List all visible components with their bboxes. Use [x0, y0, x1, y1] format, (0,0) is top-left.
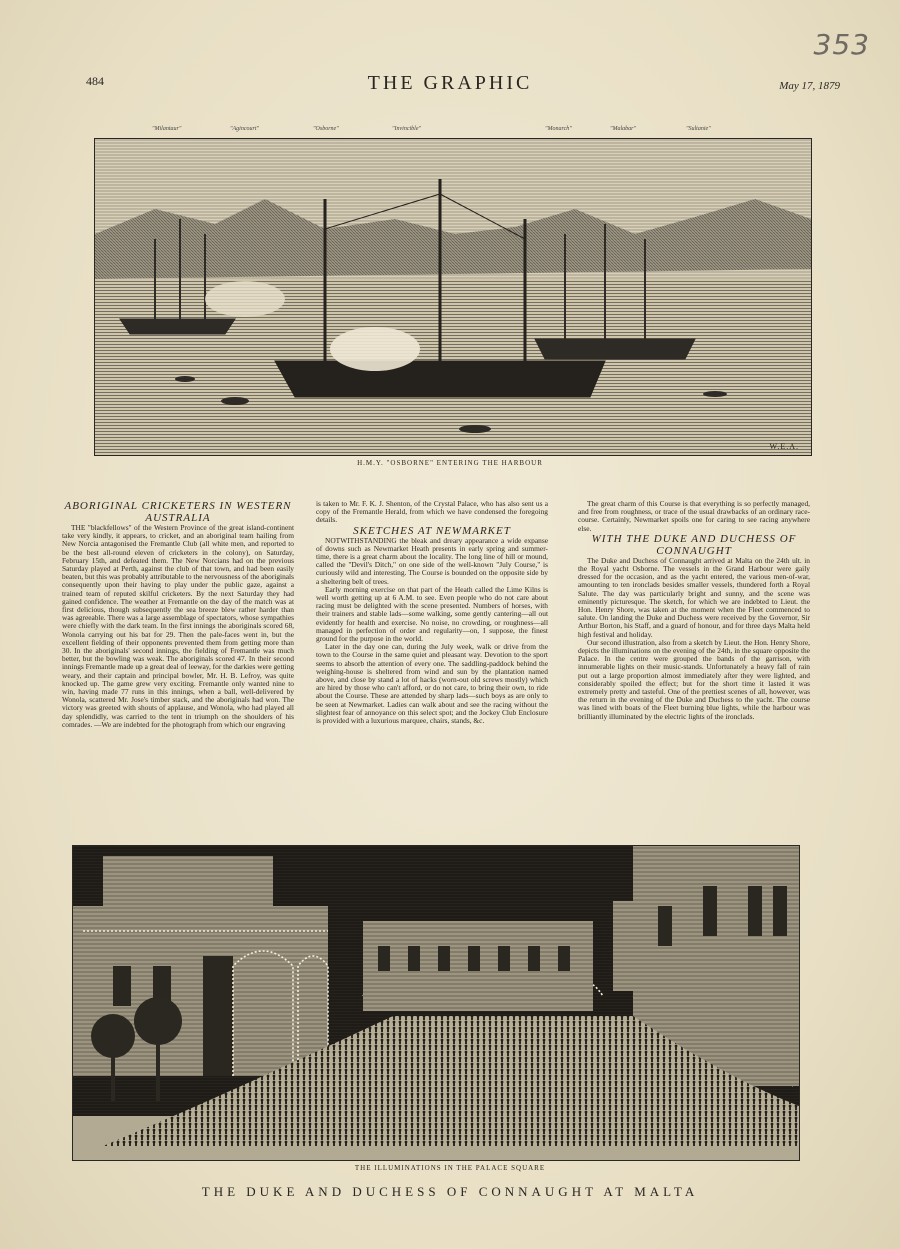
page-number: 484 — [86, 74, 104, 88]
issue-date: May 17, 1879 — [779, 80, 840, 92]
article-paragraph: Later in the day one can, during the July week, walk or drive from the town to the Course in the same quiet and pleasant way. Devotion to the sport seems to absorb the attention of every one. The saddling-paddock behind the weighing-house is sheltered from wind and sun by the plantation named above, and close by stand a lot of hacks (worn-out old screws mostly) which are hired by those who can't afford, or do not care, to bring their own, to ride about the Course. These are attended by sharp lads—such boys as are only to be seen at Newmarket. Ladies can walk about and see the racing without the slightest fear of annoyance on this select spot; and the Jockey Club Enclosure is provided with a luxurious marquee, chairs, stands, &c. — [316, 642, 548, 726]
article-heading: WITH THE DUKE AND DUCHESS OF CONNAUGHT — [591, 532, 797, 557]
article-heading: SKETCHES AT NEWMARKET — [353, 524, 511, 537]
article-paragraph: is taken to Mr. F. K. J. Shenton, of the Crystal Palace, who has also sent us a copy of the Fremantle Herald, from which we have condensed the foregoing details. — [316, 499, 548, 525]
column-newmarket — [316, 500, 548, 725]
article-paragraph: NOTWITHSTANDING the bleak and dreary appearance a wide expanse of downs such as Newmarket Heath presents in early spring and summer-time, there is a great charm about the locality. The long line of hill or mound, called the "Devil's Ditch," on one side of the well-known "July Course," is curiously wild and interesting. The Course is bounded on the opposite side by a sheltering belt of trees. — [316, 535, 548, 586]
ship-label: "Malabar" — [610, 126, 637, 132]
plate2-caption: THE ILLUMINATIONS IN THE PALACE SQUARE — [354, 1164, 546, 1172]
column-duke-duchess — [578, 500, 810, 721]
article-paragraph: The Duke and Duchess of Connaught arrived at Malta on the 24th ult. in the Royal yacht Osborne. The vessels in the Grand Harbour were gaily dressed for the occasion, and as the yacht entered, the various men-of-war, amounting to ten ironclads besides smaller vessels, thundered forth a Royal Salute. The day was particularly bright and sunny, and the scene was eminently picturesque. The sketch, for which we are indebted to Lieut. the Hon. Henry Shore, was taken at the moment when the Fleet commenced to salute. On landing the Duke and Duchess were received by the Governor, Sir Arthur Borton, his Staff, and a guard of honour, and for three days Malta held high festival and holiday. — [578, 555, 810, 639]
engraver-signature: W.E.A. — [769, 442, 799, 451]
harbour-engraving — [94, 138, 812, 456]
column-aboriginal-cricketers — [62, 500, 294, 729]
ship-label: "Osborne" — [313, 126, 339, 132]
ship-label: "Agincourt" — [230, 126, 260, 132]
illuminations-engraving — [72, 845, 800, 1161]
article-paragraph: Our second illustration, also from a sketch by Lieut. the Hon. Henry Shore, depicts the illuminations on the evening of the 24th, in the square opposite the Palace. In the centre were grouped the bands of the garrison, with innumerable lights on their music-stands. Unfortunately a heavy fall of rain put out a large proportion almost immediately after they were lighted, and considerably spoiled the effect; but for the short time it lasted it was extremely pretty and tasteful. One of the prettiest scenes of all, however, was the return in the evening of the Duke and Duchess to the yacht. The course was lined with boats of the Fleet burning blue lights, while the harbour was brilliantly illuminated by the electric lights of the ironclads. — [578, 637, 810, 721]
main-caption: THE DUKE AND DUCHESS OF CONNAUGHT AT MALTA — [201, 1184, 699, 1199]
article-paragraph: The great charm of this Course is that everything is so perfectly managed, and free from roughness, or trace of the usual drawbacks of an ordinary race-course. Certainly, Newmarket spoils one for caring to see racing anywhere else. — [578, 499, 810, 533]
ship-label: "Sultanie" — [686, 126, 711, 132]
article-heading: ABORIGINAL CRICKETERS IN WESTERN AUSTRALIA — [64, 500, 292, 524]
ship-label: "Milantaur" — [152, 126, 182, 132]
article-paragraph: Early morning exercise on that part of the Heath called the Lime Kilns is well worth getting up at 6 A.M. to see. Even people who do not care about racing must be delighted with the scene presented. Numbers of horses, with their trainers and stable lads—some walking, some gently cantering—all out evidently for health and exercise. No noise, no crowding, or roughness—all managed in perfection of order and regularity—on, I suppose, the finest ground for the purpose in the world. — [316, 584, 548, 644]
ship-label: "Monarch" — [545, 126, 572, 132]
article-paragraph: THE "blackfellows" of the Western Province of the great island-continent take very kindly, it appears, to cricket, and an aboriginal team hailing from New Norcia antagonised the Fremantle Club (all white men, and reported to be the best all-round eleven of cricketers in the colony), on Saturday, February 15th, and defeated them. The New Norcians had on the previous Saturday played at Perth, against the club of that town, and had been easily beaten, but this was probably attributable to the nervousness of the aboriginals consequently upon their having to play under the public gaze, against a trained team of reputed skilful cricketers. By the next Saturday they had gained confidence. The weather at Fremantle on the day of the match was at first delicious, though subsequently the sea breeze blew rather harder than was agreeable. There was a large assemblage of spectators, whose sympathies were chiefly with the dark team. In the first innings the aboriginals scored 68, Wonola carrying out his bat for 29. Then the pale-faces went in, but the excellent fielding of their opponents prevented them from getting more than 30. In the aboriginals' second innings, the fielding of Fremantle was much better, but the bowling was weak. The aboriginals scored 47. In their second innings Fremantle made up a great deal of leeway, for the darkies were getting weary, and their captain and principal bowler, Mr. H. B. Lefroy, was quite knocked up. The game grew very exciting. Fremantle only wanted nine to win, having made 77 runs in this innings, when a ball, well-delivered by Wonola, scattered Mr. Jose's timber stack, and the aboriginals had won. The victory was greeted with shouts of applause, and Wonola, who had played all day splendidly, was carried to the tent in triumph on the shoulders of his comrades. —We are indebted for the photograph from which our engraving — [62, 523, 294, 729]
handwritten-page-number: 353 — [813, 28, 870, 61]
masthead: THE GRAPHIC — [367, 72, 533, 94]
ship-label: "Invincible" — [392, 126, 422, 132]
plate1-caption: H.M.Y. "OSBORNE" ENTERING THE HARBOUR — [357, 459, 543, 467]
